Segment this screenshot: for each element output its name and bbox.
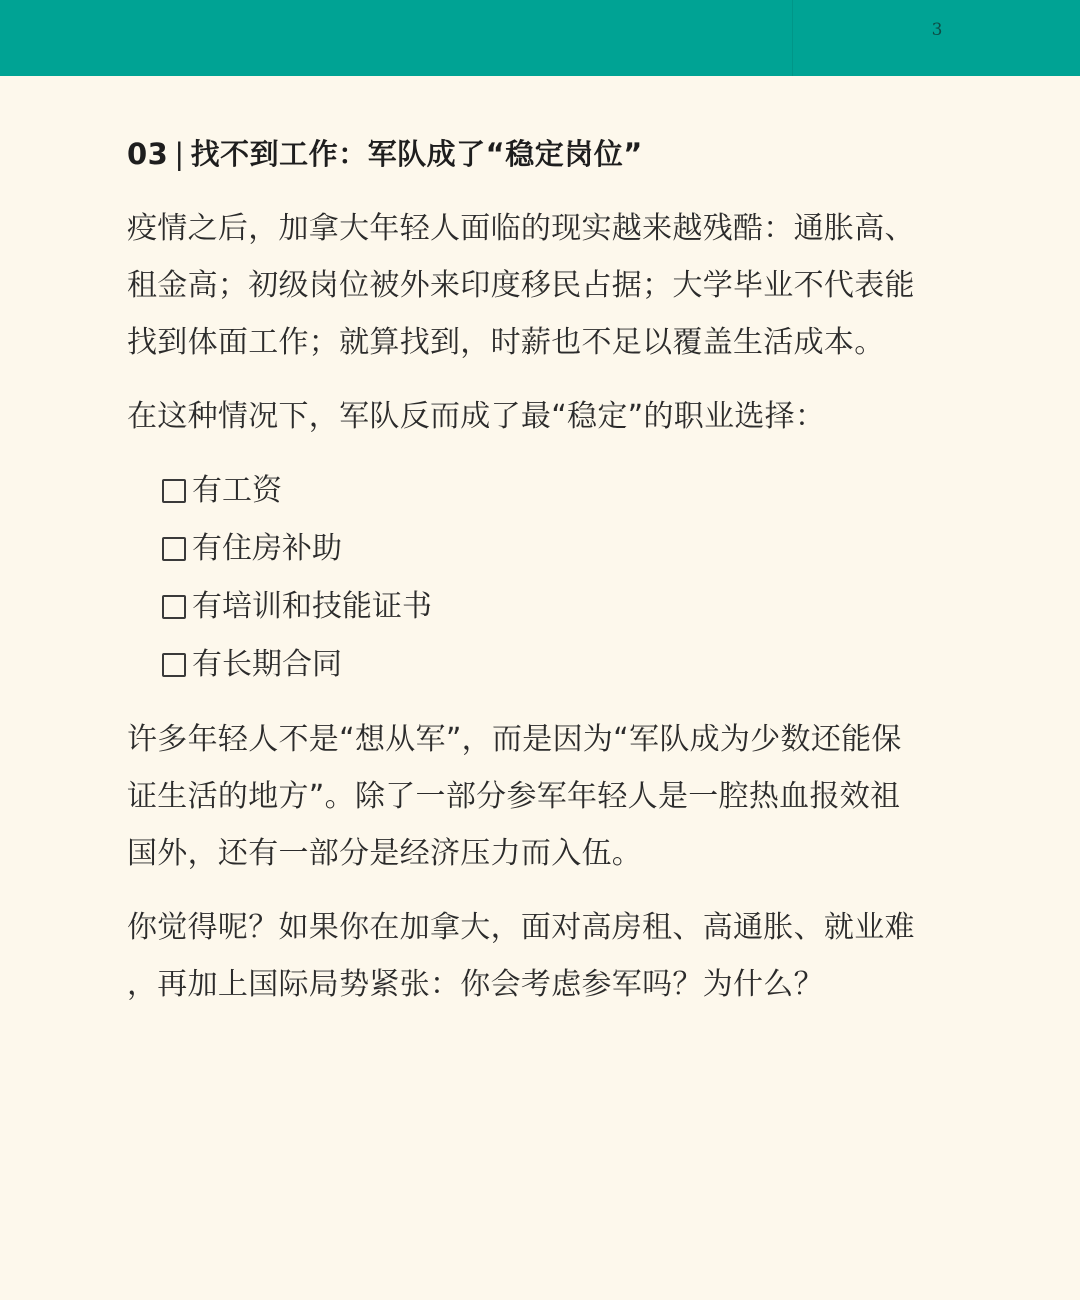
- checklist-item-label: 有培训和技能证书: [192, 589, 432, 624]
- paragraph-line: 许多年轻人不是“想从军”，而是因为“军队成为少数还能保: [127, 722, 902, 757]
- header-divider: [792, 0, 793, 76]
- section-number: 03: [127, 137, 169, 171]
- checkbox-icon: [162, 595, 186, 619]
- checkbox-icon: [162, 653, 186, 677]
- paragraph-line: 国外，还有一部分是经济压力而入伍。: [127, 836, 643, 871]
- checklist-item: [162, 520, 967, 578]
- paragraph-line: 你觉得呢？如果你在加拿大，面对高房租、高通胀、就业难: [127, 910, 915, 945]
- benefits-checklist: [127, 462, 967, 694]
- page-number: 3: [931, 20, 943, 40]
- paragraph-line: 在这种情况下，军队反而成了最“稳定”的职业选择：: [127, 399, 826, 434]
- section-separator: |: [174, 137, 185, 171]
- checklist-item-label: 有住房补助: [192, 531, 342, 566]
- checklist-item: [162, 578, 967, 636]
- paragraph-line: 租金高；初级岗位被外来印度移民占据；大学毕业不代表能: [127, 268, 915, 303]
- section-title: [127, 128, 967, 180]
- paragraph-line: 找到体面工作；就算找到，时薪也不足以覆盖生活成本。: [127, 325, 885, 360]
- checklist-item-label: 有长期合同: [192, 647, 342, 682]
- paragraph-line: 证生活的地方”。除了一部分参军年轻人是一腔热血报效祖: [127, 779, 901, 814]
- paragraph-intro: [127, 200, 967, 371]
- checklist-item: [162, 636, 967, 694]
- paragraph-question: [127, 899, 967, 1013]
- checklist-item: [162, 462, 967, 520]
- section-title-text: 找不到工作：军队成了“稳定岗位”: [190, 137, 643, 171]
- checklist-item-label: 有工资: [192, 473, 282, 508]
- checkbox-icon: [162, 479, 186, 503]
- header-bar: [0, 0, 1080, 76]
- paragraph-line: 疫情之后，加拿大年轻人面临的现实越来越残酷：通胀高、: [127, 211, 915, 246]
- paragraph-reasons: [127, 711, 967, 882]
- article-content: [127, 128, 967, 1030]
- checkbox-icon: [162, 537, 186, 561]
- paragraph-line: ，再加上国际局势紧张：你会考虑参军吗？为什么？: [127, 967, 824, 1002]
- paragraph-lead-in: [127, 388, 967, 445]
